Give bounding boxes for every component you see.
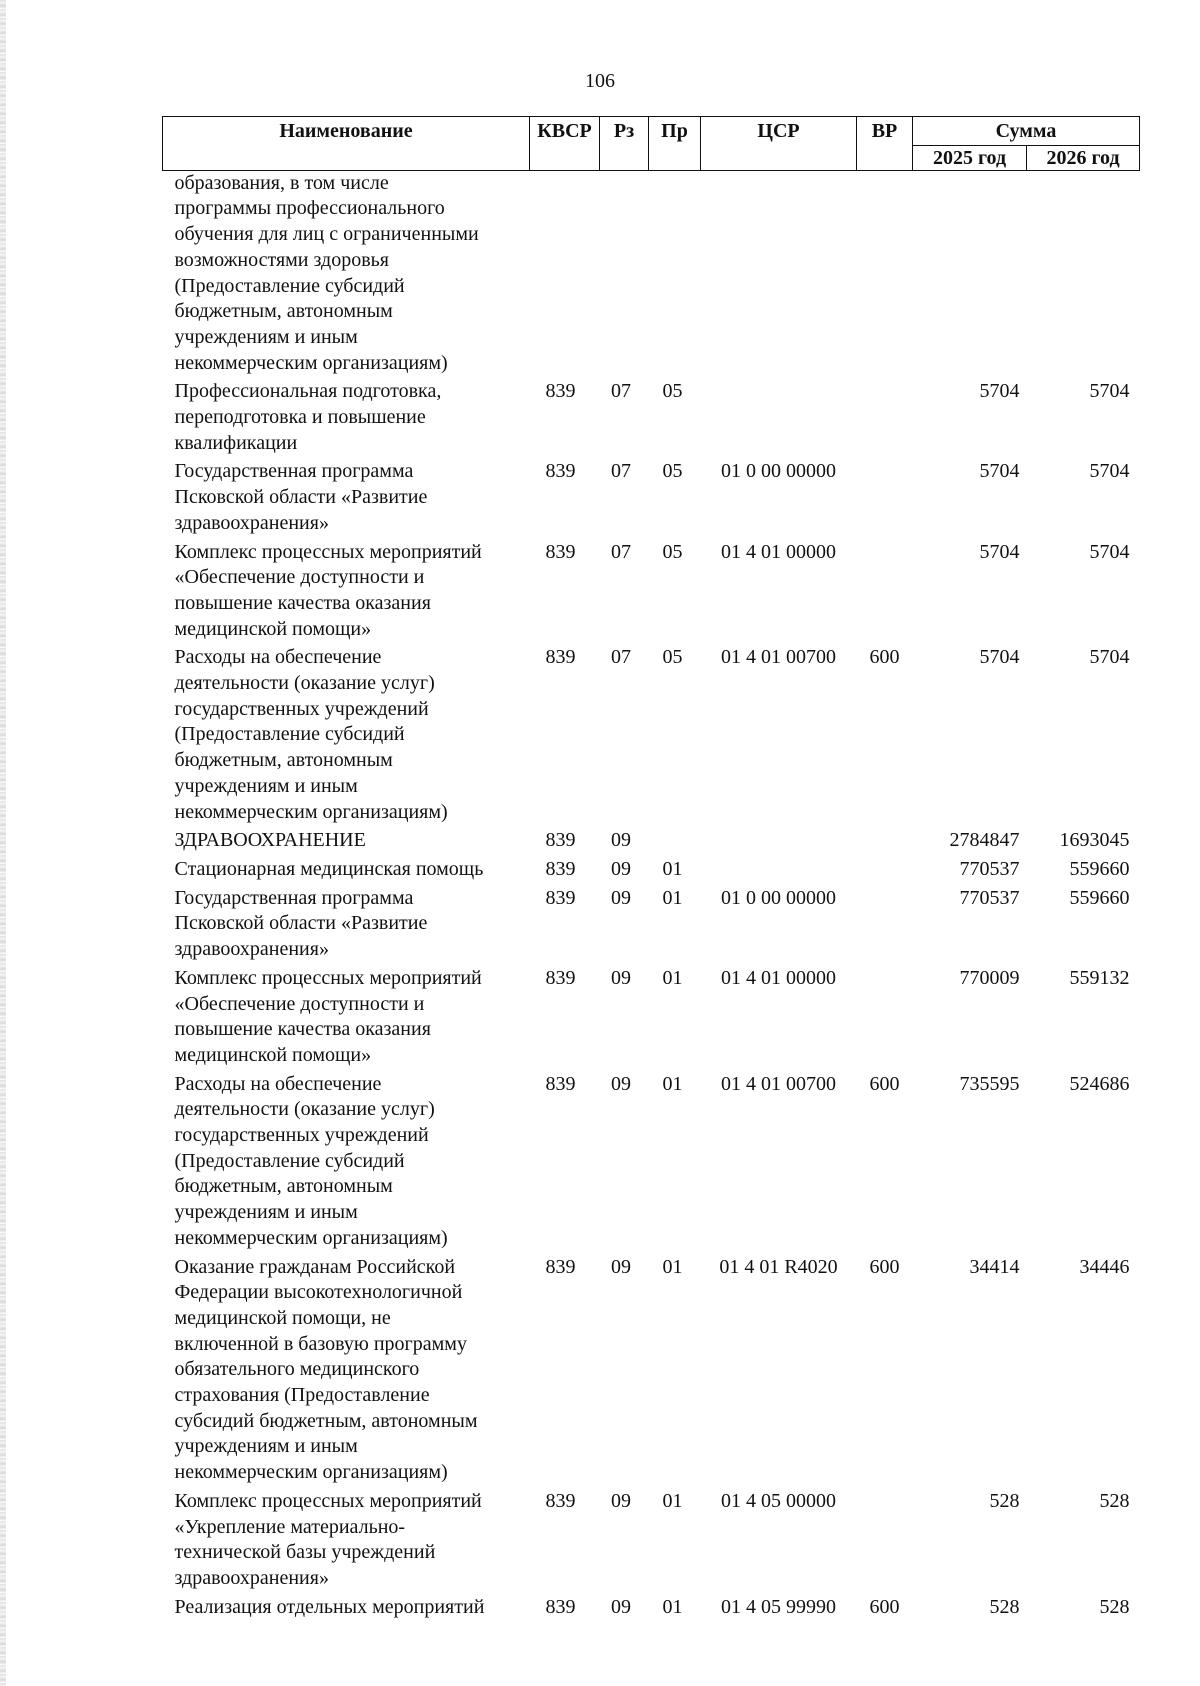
cell-name (163, 537, 530, 643)
cell-kvsr: 839 (545, 886, 576, 909)
cell-sum-2025: 5704 (979, 460, 1020, 483)
table-row (163, 1252, 1140, 1486)
cell-name-line: Псковской области «Развитие (174, 912, 428, 935)
table-row (163, 642, 1140, 825)
cell-csr: 01 4 01 00000 (721, 966, 836, 989)
cell-name-line: технической базы учреждений (174, 1541, 436, 1564)
cell-name-line: Профессиональная подготовка, (174, 380, 442, 403)
cell-csr: 01 4 01 00700 (721, 646, 836, 669)
cell-name-line: (Предоставление субсидий (174, 723, 405, 746)
cell-vr (857, 1486, 913, 1592)
cell-pr (649, 825, 701, 854)
cell-name-line: ЗДРАВООХРАНЕНИЕ (174, 829, 366, 852)
cell-name-line: Комплекс процессных мероприятий (174, 540, 482, 563)
cell-name-line: деятельности (оказание услуг) (174, 672, 435, 695)
cell-name-line: учреждениям и иным (174, 1201, 358, 1224)
cell-pr: 05 (662, 540, 683, 563)
cell-sum-2025: 770537 (959, 886, 1020, 909)
cell-name-line: Комплекс процессных мероприятий (174, 1489, 482, 1512)
cell-name-line: Оказание гражданам Российской (174, 1255, 456, 1278)
cell-name-line: обучения для лиц с ограниченными (174, 223, 479, 246)
cell-sum-2025: 528 (989, 1489, 1020, 1512)
cell-pr: 05 (662, 380, 683, 403)
cell-name-line: бюджетным, автономным (174, 749, 393, 772)
cell-name-line: государственных учреждений (174, 697, 429, 720)
cell-vr (857, 854, 913, 883)
cell-name-line: Псковской области «Развитие (174, 486, 428, 509)
cell-vr: 600 (869, 1072, 900, 1095)
cell-pr: 01 (662, 1595, 683, 1618)
cell-pr: 01 (662, 1489, 683, 1512)
cell-name-line: страхования (Предоставление (174, 1384, 430, 1407)
cell-sum-2026: 528 (1099, 1595, 1130, 1618)
cell-sum-2026: 559132 (1069, 966, 1130, 989)
cell-name-line: медицинской помощи» (174, 617, 372, 640)
table-row (163, 883, 1140, 963)
cell-name (163, 1252, 530, 1486)
cell-rz: 09 (611, 1255, 631, 1278)
cell-sum-2026: 5704 (1089, 646, 1130, 669)
cell-pr: 01 (662, 886, 683, 909)
cell-sum-2026: 524686 (1069, 1072, 1130, 1095)
cell-csr (701, 376, 857, 456)
cell-sum-2026 (1027, 170, 1140, 376)
cell-sum-2025: 770537 (959, 857, 1020, 880)
cell-sum-2026: 559660 (1069, 857, 1130, 880)
cell-kvsr: 839 (545, 380, 576, 403)
cell-pr: 01 (662, 857, 683, 880)
table-row (163, 456, 1140, 536)
cell-rz: 09 (611, 829, 631, 852)
cell-name (163, 854, 530, 883)
budget-table (162, 116, 1140, 1620)
cell-rz: 09 (611, 857, 631, 880)
cell-sum-2025: 735595 (959, 1072, 1020, 1095)
cell-sum-2025: 5704 (979, 646, 1020, 669)
cell-csr: 01 4 01 00000 (721, 540, 836, 563)
cell-sum-2026: 528 (1099, 1489, 1130, 1512)
cell-name-line: (Предоставление субсидий (174, 1149, 405, 1172)
cell-name-line: образования, в том числе (174, 171, 389, 194)
cell-name (163, 963, 530, 1069)
header-csr: ЦСР (701, 117, 857, 171)
cell-rz: 09 (611, 886, 631, 909)
cell-name-line: некоммерческим организациям) (174, 800, 448, 823)
table-header (163, 117, 1140, 171)
cell-kvsr: 839 (545, 1255, 576, 1278)
cell-csr (701, 825, 857, 854)
cell-name-line: включенной в базовую программу (174, 1332, 467, 1355)
cell-sum-2026: 559660 (1069, 886, 1130, 909)
header-rz: Рз (600, 117, 649, 171)
cell-name-line: повышение качества оказания (174, 1018, 431, 1041)
cell-kvsr: 839 (545, 1595, 576, 1618)
cell-name-line: учреждениям и иным (174, 774, 358, 797)
cell-pr: 01 (662, 966, 683, 989)
cell-csr: 01 4 05 00000 (721, 1489, 836, 1512)
cell-name-line: здравоохранения» (174, 511, 329, 534)
cell-name (163, 1069, 530, 1252)
cell-name-line: (Предоставление субсидий (174, 274, 405, 297)
header-vr: ВР (857, 117, 913, 171)
cell-name-line: Федерации высокотехнологичной (174, 1281, 463, 1304)
cell-sum-2026: 1693045 (1059, 829, 1130, 852)
cell-rz: 07 (611, 540, 631, 563)
cell-name-line: здравоохранения» (174, 938, 329, 961)
cell-vr: 600 (869, 1595, 900, 1618)
cell-kvsr (530, 170, 600, 376)
cell-name-line: повышение качества оказания (174, 591, 431, 614)
cell-csr: 01 0 00 00000 (721, 886, 836, 909)
cell-name (163, 883, 530, 963)
cell-name-line: деятельности (оказание услуг) (174, 1098, 435, 1121)
cell-name-line: программы профессионального (174, 197, 445, 220)
cell-pr: 05 (662, 460, 683, 483)
header-kvsr: КВСР (530, 117, 600, 171)
cell-kvsr: 839 (545, 857, 576, 880)
cell-name (163, 1486, 530, 1592)
cell-csr (701, 854, 857, 883)
cell-name-line: здравоохранения» (174, 1566, 329, 1589)
cell-name-line: Государственная программа (174, 886, 414, 909)
cell-name-line: переподготовка и повышение (174, 406, 426, 429)
table-body (163, 170, 1140, 1620)
cell-vr: 600 (869, 646, 900, 669)
cell-csr (701, 170, 857, 376)
cell-name-line: «Обеспечение доступности и (174, 566, 425, 589)
cell-name-line: учреждениям и иным (174, 325, 358, 348)
cell-name (163, 170, 530, 376)
cell-kvsr: 839 (545, 1489, 576, 1512)
cell-rz: 09 (611, 1072, 631, 1095)
cell-pr: 01 (662, 1255, 683, 1278)
cell-sum-2025: 5704 (979, 540, 1020, 563)
header-name: Наименование (163, 117, 530, 171)
cell-csr: 01 0 00 00000 (721, 460, 836, 483)
header-year-2026: 2026 год (1027, 145, 1140, 170)
cell-name-line: Государственная программа (174, 460, 414, 483)
cell-name-line: Комплекс процессных мероприятий (174, 966, 482, 989)
cell-name-line: обязательного медицинского (174, 1358, 420, 1381)
table-row (163, 376, 1140, 456)
table-row (163, 1069, 1140, 1252)
cell-rz: 07 (611, 646, 631, 669)
cell-sum-2025: 5704 (979, 380, 1020, 403)
cell-name-line: медицинской помощи» (174, 1043, 372, 1066)
cell-name (163, 376, 530, 456)
header-sum: Сумма (913, 117, 1140, 146)
cell-kvsr: 839 (545, 460, 576, 483)
cell-name-line: Стационарная медицинская помощь (174, 857, 484, 880)
table-row (163, 963, 1140, 1069)
cell-name-line: возможностями здоровья (174, 248, 389, 271)
cell-name-line: «Обеспечение доступности и (174, 992, 425, 1015)
cell-sum-2026: 5704 (1089, 380, 1130, 403)
cell-name (163, 642, 530, 825)
scan-edge-artifact (0, 0, 6, 1686)
cell-rz: 09 (611, 1489, 631, 1512)
cell-kvsr: 839 (545, 646, 576, 669)
cell-sum-2025: 770009 (959, 966, 1020, 989)
table-row (163, 1486, 1140, 1592)
header-year-2025: 2025 год (913, 145, 1027, 170)
cell-name-line: «Укрепление материально- (174, 1515, 406, 1538)
cell-vr (857, 963, 913, 1069)
header-pr: Пр (649, 117, 701, 171)
cell-vr (857, 170, 913, 376)
cell-name-line: Расходы на обеспечение (174, 646, 382, 669)
cell-sum-2025 (913, 170, 1027, 376)
cell-sum-2026: 5704 (1089, 460, 1130, 483)
cell-name-line: бюджетным, автономным (174, 1175, 393, 1198)
table-row (163, 825, 1140, 854)
cell-pr: 05 (662, 646, 683, 669)
cell-name (163, 456, 530, 536)
cell-name-line: Реализация отдельных мероприятий (174, 1595, 485, 1618)
cell-vr (857, 825, 913, 854)
cell-sum-2026: 34446 (1079, 1255, 1130, 1278)
cell-pr (649, 170, 701, 376)
cell-name-line: Расходы на обеспечение (174, 1072, 382, 1095)
cell-rz: 09 (611, 1595, 631, 1618)
cell-sum-2025: 528 (989, 1595, 1020, 1618)
cell-name (163, 825, 530, 854)
cell-kvsr: 839 (545, 1072, 576, 1095)
table-row (163, 537, 1140, 643)
cell-sum-2025: 34414 (969, 1255, 1020, 1278)
cell-name-line: квалификации (174, 431, 298, 454)
cell-name-line: субсидий бюджетным, автономным (174, 1409, 478, 1432)
cell-rz (600, 170, 649, 376)
cell-pr: 01 (662, 1072, 683, 1095)
cell-name-line: учреждениям и иным (174, 1435, 358, 1458)
cell-name (163, 1592, 530, 1621)
cell-name-line: бюджетным, автономным (174, 300, 393, 323)
cell-vr: 600 (869, 1255, 900, 1278)
cell-vr (857, 883, 913, 963)
cell-kvsr: 839 (545, 540, 576, 563)
table-row (163, 1592, 1140, 1621)
cell-csr: 01 4 01 R4020 (719, 1255, 838, 1278)
cell-name-line: некоммерческим организациям) (174, 1226, 448, 1249)
cell-name-line: некоммерческим организациям) (174, 1461, 448, 1484)
page-number: 106 (585, 70, 615, 92)
cell-sum-2026: 5704 (1089, 540, 1130, 563)
cell-vr (857, 376, 913, 456)
cell-csr: 01 4 01 00700 (721, 1072, 836, 1095)
cell-vr (857, 456, 913, 536)
cell-rz: 07 (611, 380, 631, 403)
cell-name-line: некоммерческим организациям) (174, 351, 448, 374)
cell-kvsr: 839 (545, 829, 576, 852)
cell-csr: 01 4 05 99990 (721, 1595, 836, 1618)
table-row (163, 854, 1140, 883)
cell-kvsr: 839 (545, 966, 576, 989)
cell-name-line: медицинской помощи, не (174, 1306, 391, 1329)
cell-rz: 09 (611, 966, 631, 989)
cell-rz: 07 (611, 460, 631, 483)
cell-name-line: государственных учреждений (174, 1124, 429, 1147)
cell-vr (857, 537, 913, 643)
table-row (163, 170, 1140, 376)
cell-sum-2025: 2784847 (949, 829, 1020, 852)
